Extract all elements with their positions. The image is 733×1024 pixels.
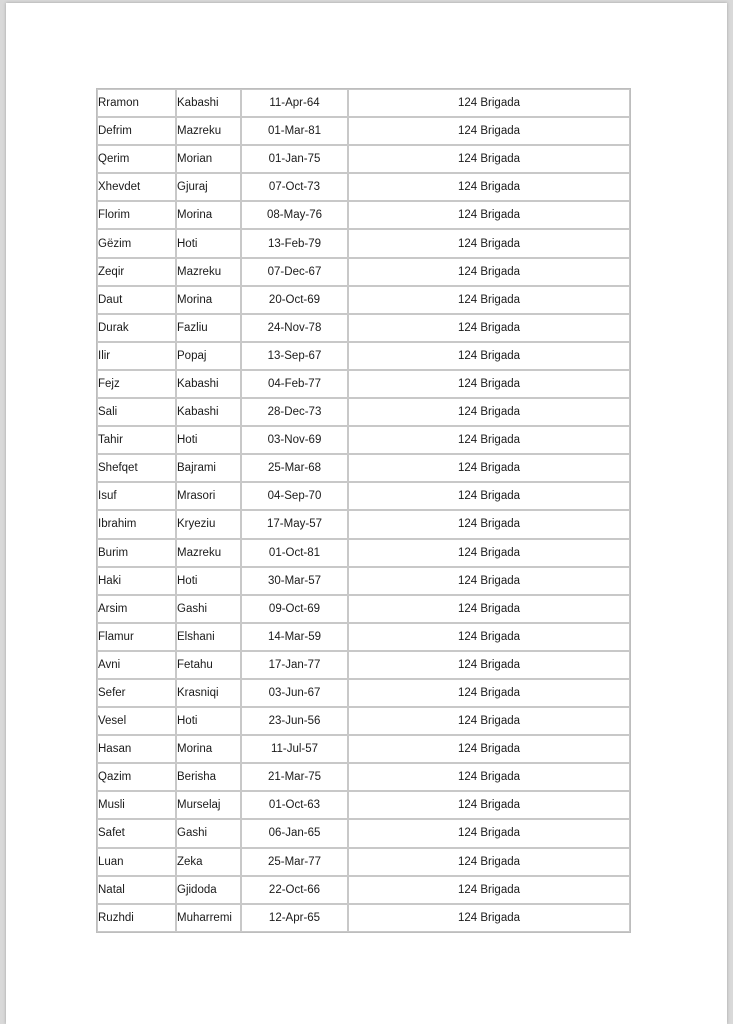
table-row — [97, 595, 630, 623]
table-row — [97, 735, 630, 763]
birth-date-cell: 07-Dec-67 — [241, 258, 348, 286]
table-row — [97, 510, 630, 538]
first-name-cell: Xhevdet — [97, 173, 176, 201]
first-name-cell: Hasan — [97, 735, 176, 763]
table-row — [97, 398, 630, 426]
unit-cell: 124 Brigada — [348, 370, 630, 398]
last-name-cell: Kabashi — [176, 89, 241, 117]
birth-date-cell: 14-Mar-59 — [241, 623, 348, 651]
first-name-cell: Natal — [97, 876, 176, 904]
table-row — [97, 567, 630, 595]
birth-date-cell: 22-Oct-66 — [241, 876, 348, 904]
birth-date-cell: 01-Oct-81 — [241, 539, 348, 567]
table-row — [97, 791, 630, 819]
unit-cell: 124 Brigada — [348, 342, 630, 370]
birth-date-cell: 24-Nov-78 — [241, 314, 348, 342]
unit-cell: 124 Brigada — [348, 398, 630, 426]
unit-cell: 124 Brigada — [348, 201, 630, 229]
unit-cell: 124 Brigada — [348, 229, 630, 257]
first-name-cell: Vesel — [97, 707, 176, 735]
table-row — [97, 426, 630, 454]
unit-cell: 124 Brigada — [348, 876, 630, 904]
birth-date-cell: 25-Mar-77 — [241, 848, 348, 876]
birth-date-cell: 12-Apr-65 — [241, 904, 348, 932]
last-name-cell: Mrasori — [176, 482, 241, 510]
last-name-cell: Mazreku — [176, 117, 241, 145]
table-row — [97, 314, 630, 342]
first-name-cell: Isuf — [97, 482, 176, 510]
unit-cell: 124 Brigada — [348, 510, 630, 538]
birth-date-cell: 21-Mar-75 — [241, 763, 348, 791]
birth-date-cell: 20-Oct-69 — [241, 286, 348, 314]
first-name-cell: Qerim — [97, 145, 176, 173]
table-row — [97, 229, 630, 257]
birth-date-cell: 30-Mar-57 — [241, 567, 348, 595]
unit-cell: 124 Brigada — [348, 651, 630, 679]
last-name-cell: Popaj — [176, 342, 241, 370]
first-name-cell: Defrim — [97, 117, 176, 145]
first-name-cell: Luan — [97, 848, 176, 876]
birth-date-cell: 04-Sep-70 — [241, 482, 348, 510]
last-name-cell: Krasniqi — [176, 679, 241, 707]
last-name-cell: Mazreku — [176, 258, 241, 286]
unit-cell: 124 Brigada — [348, 595, 630, 623]
first-name-cell: Ilir — [97, 342, 176, 370]
first-name-cell: Avni — [97, 651, 176, 679]
unit-cell: 124 Brigada — [348, 145, 630, 173]
birth-date-cell: 07-Oct-73 — [241, 173, 348, 201]
first-name-cell: Musli — [97, 791, 176, 819]
table-row — [97, 89, 630, 117]
last-name-cell: Hoti — [176, 567, 241, 595]
table-row — [97, 173, 630, 201]
unit-cell: 124 Brigada — [348, 258, 630, 286]
birth-date-cell: 13-Feb-79 — [241, 229, 348, 257]
first-name-cell: Sali — [97, 398, 176, 426]
unit-cell: 124 Brigada — [348, 89, 630, 117]
birth-date-cell: 09-Oct-69 — [241, 595, 348, 623]
last-name-cell: Elshani — [176, 623, 241, 651]
last-name-cell: Fetahu — [176, 651, 241, 679]
birth-date-cell: 23-Jun-56 — [241, 707, 348, 735]
unit-cell: 124 Brigada — [348, 735, 630, 763]
last-name-cell: Berisha — [176, 763, 241, 791]
roster-table — [96, 88, 631, 933]
unit-cell: 124 Brigada — [348, 679, 630, 707]
unit-cell: 124 Brigada — [348, 763, 630, 791]
first-name-cell: Tahir — [97, 426, 176, 454]
table-row — [97, 370, 630, 398]
last-name-cell: Fazliu — [176, 314, 241, 342]
table-row — [97, 904, 630, 932]
first-name-cell: Florim — [97, 201, 176, 229]
last-name-cell: Morian — [176, 145, 241, 173]
table-row — [97, 763, 630, 791]
birth-date-cell: 03-Jun-67 — [241, 679, 348, 707]
table-row — [97, 145, 630, 173]
table-row — [97, 342, 630, 370]
table-row — [97, 482, 630, 510]
first-name-cell: Shefqet — [97, 454, 176, 482]
unit-cell: 124 Brigada — [348, 482, 630, 510]
last-name-cell: Gjidoda — [176, 876, 241, 904]
last-name-cell: Morina — [176, 286, 241, 314]
last-name-cell: Gjuraj — [176, 173, 241, 201]
table-row — [97, 679, 630, 707]
last-name-cell: Hoti — [176, 229, 241, 257]
first-name-cell: Fejz — [97, 370, 176, 398]
birth-date-cell: 01-Jan-75 — [241, 145, 348, 173]
unit-cell: 124 Brigada — [348, 539, 630, 567]
roster-table-body — [97, 89, 630, 932]
last-name-cell: Hoti — [176, 707, 241, 735]
first-name-cell: Zeqir — [97, 258, 176, 286]
last-name-cell: Gashi — [176, 819, 241, 847]
first-name-cell: Safet — [97, 819, 176, 847]
last-name-cell: Zeka — [176, 848, 241, 876]
last-name-cell: Muharremi — [176, 904, 241, 932]
last-name-cell: Kryeziu — [176, 510, 241, 538]
last-name-cell: Kabashi — [176, 398, 241, 426]
birth-date-cell: 25-Mar-68 — [241, 454, 348, 482]
unit-cell: 124 Brigada — [348, 819, 630, 847]
last-name-cell: Mazreku — [176, 539, 241, 567]
table-row — [97, 876, 630, 904]
first-name-cell: Gëzim — [97, 229, 176, 257]
unit-cell: 124 Brigada — [348, 454, 630, 482]
table-row — [97, 707, 630, 735]
first-name-cell: Arsim — [97, 595, 176, 623]
birth-date-cell: 11-Jul-57 — [241, 735, 348, 763]
first-name-cell: Ruzhdi — [97, 904, 176, 932]
first-name-cell: Qazim — [97, 763, 176, 791]
table-row — [97, 651, 630, 679]
last-name-cell: Bajrami — [176, 454, 241, 482]
last-name-cell: Gashi — [176, 595, 241, 623]
unit-cell: 124 Brigada — [348, 623, 630, 651]
first-name-cell: Rramon — [97, 89, 176, 117]
birth-date-cell: 03-Nov-69 — [241, 426, 348, 454]
birth-date-cell: 13-Sep-67 — [241, 342, 348, 370]
unit-cell: 124 Brigada — [348, 426, 630, 454]
first-name-cell: Burim — [97, 539, 176, 567]
table-row — [97, 454, 630, 482]
unit-cell: 124 Brigada — [348, 848, 630, 876]
birth-date-cell: 17-May-57 — [241, 510, 348, 538]
table-row — [97, 623, 630, 651]
table-row — [97, 539, 630, 567]
birth-date-cell: 17-Jan-77 — [241, 651, 348, 679]
first-name-cell: Durak — [97, 314, 176, 342]
table-row — [97, 848, 630, 876]
last-name-cell: Murselaj — [176, 791, 241, 819]
table-row — [97, 819, 630, 847]
birth-date-cell: 11-Apr-64 — [241, 89, 348, 117]
unit-cell: 124 Brigada — [348, 567, 630, 595]
last-name-cell: Morina — [176, 735, 241, 763]
first-name-cell: Ibrahim — [97, 510, 176, 538]
table-row — [97, 117, 630, 145]
first-name-cell: Daut — [97, 286, 176, 314]
table-row — [97, 258, 630, 286]
first-name-cell: Flamur — [97, 623, 176, 651]
unit-cell: 124 Brigada — [348, 117, 630, 145]
birth-date-cell: 06-Jan-65 — [241, 819, 348, 847]
document-page — [6, 3, 727, 1024]
birth-date-cell: 04-Feb-77 — [241, 370, 348, 398]
birth-date-cell: 01-Mar-81 — [241, 117, 348, 145]
first-name-cell: Sefer — [97, 679, 176, 707]
unit-cell: 124 Brigada — [348, 707, 630, 735]
first-name-cell: Haki — [97, 567, 176, 595]
unit-cell: 124 Brigada — [348, 173, 630, 201]
last-name-cell: Hoti — [176, 426, 241, 454]
last-name-cell: Kabashi — [176, 370, 241, 398]
table-row — [97, 201, 630, 229]
table-row — [97, 286, 630, 314]
unit-cell: 124 Brigada — [348, 286, 630, 314]
birth-date-cell: 28-Dec-73 — [241, 398, 348, 426]
last-name-cell: Morina — [176, 201, 241, 229]
birth-date-cell: 01-Oct-63 — [241, 791, 348, 819]
unit-cell: 124 Brigada — [348, 904, 630, 932]
birth-date-cell: 08-May-76 — [241, 201, 348, 229]
unit-cell: 124 Brigada — [348, 314, 630, 342]
unit-cell: 124 Brigada — [348, 791, 630, 819]
